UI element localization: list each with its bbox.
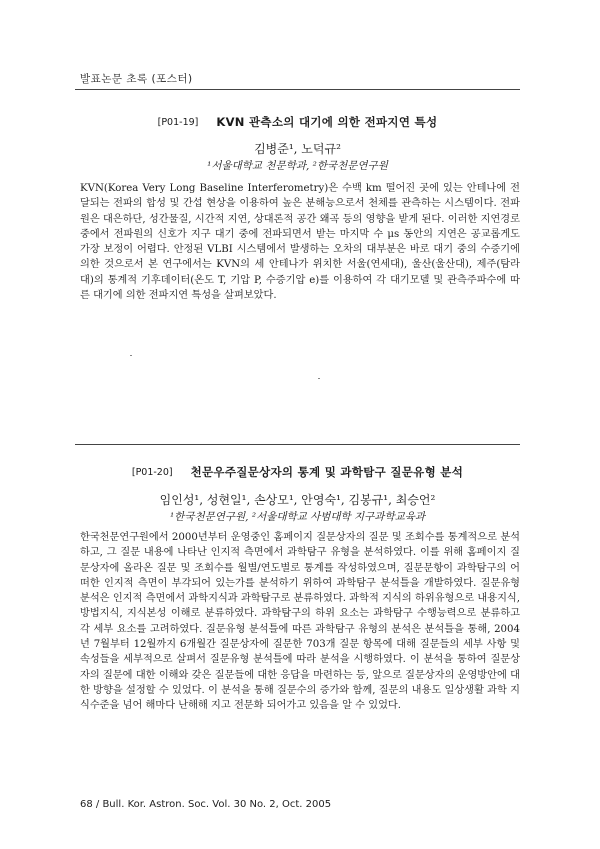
abstract-code: [P01-20] [131,467,173,478]
scan-speck [130,355,132,356]
abstract-body-text: 한국천문연구원에서 2000년부터 운영중인 홈페이지 질문상자의 질문 및 조회수를 통계적으로 분석하고, 그 질문 내용에 나타난 인지적 측면에서 과학탐구 유형을 분석하였다. 이를 위해 홈페이지 질문상자에 올라온 질문 및 조회수를 월별/연도별로 통계를 작성하였으며, 질문문항이 과학탐구의 어떠한 인지적 측면이 부각되어 있는가를 분석하기 위하여 과학탐구 분석틀을 개발하였다. 질문유형 분석은 인지적 측면에서 과학지식과 과학탐구로 분류하였다. 과학적 지식의 하위유형으로 내용지식, 방법지식, 지식본성 이해로 분류하였다. 과학탐구의 하위 요소는 과학탐구 수행능력으로 분류하고 각 세부 요소를 고려하였다. 질문유형 분석틀에 따른 과학탐구 유형의 분석은 분석틀을 통해, 2004년 7월부터 12월까지 6개월간 질문상자에 질문한 703개 질문 항목에 대해 질문들의 세부 사항 및 속성들을 세부적으로 살펴서 질문유형 분석틀에 따라 분석을 시행하였다. 이 분석을 통하여 질문상자의 질문에 대한 이해와 갖은 질문들에 대한 응답을 마련하는 등, 앞으로 질문상자의 운영방안에 대한 방향을 설정할 수 있었다. 이 분석을 통해 질문수의 증가와 함께, 질문의 내용도 일상생활 과학 지식수준을 넘어 해마다 난해해 지고 전문화 되어가고 있음을 알 수 있었다. [80,532,520,712]
abstract-title: KVN 관측소의 대기에 의한 전파지연 특성 [216,115,438,129]
abstract-affiliations: ¹한국천문연구원, ²서울대학교 사범대학 지구과학교육과 [169,511,426,523]
abstract-title-row [75,461,520,480]
abstract-authors: 임인성¹, 성현일¹, 손상모¹, 안영숙¹, 김봉규¹, 최승언² [159,493,436,507]
abstract-title: 천문우주질문상자의 통계 및 과학탐구 질문유형 분석 [190,465,464,479]
abstract-body-text: KVN(Korea Very Long Baseline Interferometry)은 수백 km 떨어진 곳에 있는 안테나에 전달되는 전파의 합성 및 간섭 현상을 이용하여 높은 분해능으로서 천체를 관측하는 시스템이다. 전파원은 대은하단, 성간물질, 시간적 지연, 상대론적 공간 왜곡 등의 영향을 받게 된다. 이러한 지연경로 중에서 전파원의 신호가 지구 대기 중에 전파되면서 받는 마지막 수 μs 동안의 지연은 공교롭게도 가장 보정이 어렵다. 안정된 VLBI 시스템에서 발생하는 오차의 대부분은 바로 대기 중의 수증기에 의한 것으로서 본 연구에서는 KVN의 세 안테나가 위치한 서울(연세대), 울산(울산대), 제주(탐라대)의 통계적 기후데이터(온도 T, 기압 P, 수증기압 e)를 이용하여 각 대기모델 및 관측주파수에 따른 대기에 의한 전파지연 특성을 살펴보았다. [80,183,520,302]
abstract-affiliations: ¹서울대학교 천문학과, ²한국천문연구원 [207,160,388,172]
abstract-authors: 김병준¹, 노덕규² [254,142,341,156]
abstract-body [80,181,520,303]
page-footer: 68 / Bull. Kor. Astron. Soc. Vol. 30 No. 2, Oct. 2005 [80,799,332,810]
section-divider [75,444,520,445]
scan-speck [318,378,320,379]
abstract-title-row [75,111,520,130]
header-rule [75,89,520,90]
abstract-body [80,530,520,714]
section-header: 발표논문 초록 (포스터) [80,73,193,85]
abstract-code: [P01-19] [157,117,199,128]
